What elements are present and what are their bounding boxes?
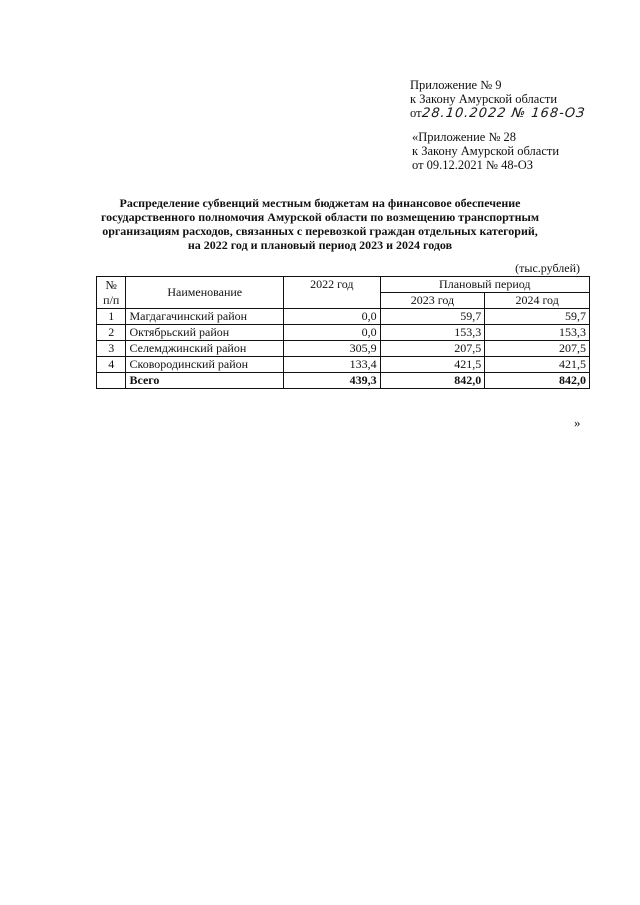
row-2023: 59,7 (380, 309, 485, 325)
table-row (97, 341, 590, 357)
row-name: Магдагачинский район (126, 309, 284, 325)
header-number (97, 277, 126, 309)
document-title: Распределение субвенций местным бюджетам на финансовое обеспечение государственного полномочия Амурской области по возмещению транспортным организациям расходов, связанных с перевозкой граждан отдельных категорий, на 2022 год и плановый период 2023 и 2024 годов (100, 196, 540, 252)
row-2024: 59,7 (485, 309, 590, 325)
header-number-sign: № (105, 277, 117, 292)
total-number (97, 373, 126, 389)
table-row (97, 325, 590, 341)
previous-appendix-law: к Закону Амурской области (412, 144, 560, 158)
header-2024: 2024 год (485, 293, 590, 309)
row-name: Октябрьский район (126, 325, 284, 341)
appendix-date-prefix: от (410, 106, 422, 120)
total-2024: 842,0 (485, 373, 590, 389)
subvention-table (96, 276, 590, 389)
total-2022: 439,3 (284, 373, 381, 389)
table-header-row (97, 277, 590, 293)
row-number: 2 (97, 325, 126, 341)
row-2023: 421,5 (380, 357, 485, 373)
appendix-date-line (410, 106, 610, 121)
units-label: (тыс.рублей) (515, 261, 580, 275)
total-label: Всего (126, 373, 284, 389)
total-2023: 842,0 (380, 373, 485, 389)
header-number-pp: п/п (103, 292, 120, 307)
table-total-row (97, 373, 590, 389)
row-number: 1 (97, 309, 126, 325)
row-2024: 207,5 (485, 341, 590, 357)
row-2023: 153,3 (380, 325, 485, 341)
table-row (97, 309, 590, 325)
header-name: Наименование (126, 277, 284, 309)
previous-appendix-date: от 09.12.2021 № 48-ОЗ (412, 158, 534, 172)
previous-appendix-number: «Приложение № 28 (412, 130, 517, 144)
appendix-law: к Закону Амурской области (410, 92, 558, 106)
handwritten-date-number: 28.10.2022 № 168-ОЗ (420, 106, 586, 121)
row-2023: 207,5 (380, 341, 485, 357)
previous-appendix-header (412, 130, 612, 172)
row-2022: 0,0 (284, 325, 381, 341)
header-2022: 2022 год (284, 277, 381, 309)
closing-quote: » (574, 415, 581, 430)
table-row (97, 357, 590, 373)
row-2024: 153,3 (485, 325, 590, 341)
row-number: 3 (97, 341, 126, 357)
row-name: Сковородинский район (126, 357, 284, 373)
appendix-number: Приложение № 9 (410, 78, 502, 92)
header-2023: 2023 год (380, 293, 485, 309)
row-2022: 133,4 (284, 357, 381, 373)
row-name: Селемджинский район (126, 341, 284, 357)
row-number: 4 (97, 357, 126, 373)
header-planned-period: Плановый период (380, 277, 589, 293)
row-2024: 421,5 (485, 357, 590, 373)
row-2022: 305,9 (284, 341, 381, 357)
row-2022: 0,0 (284, 309, 381, 325)
appendix-header (410, 78, 610, 121)
